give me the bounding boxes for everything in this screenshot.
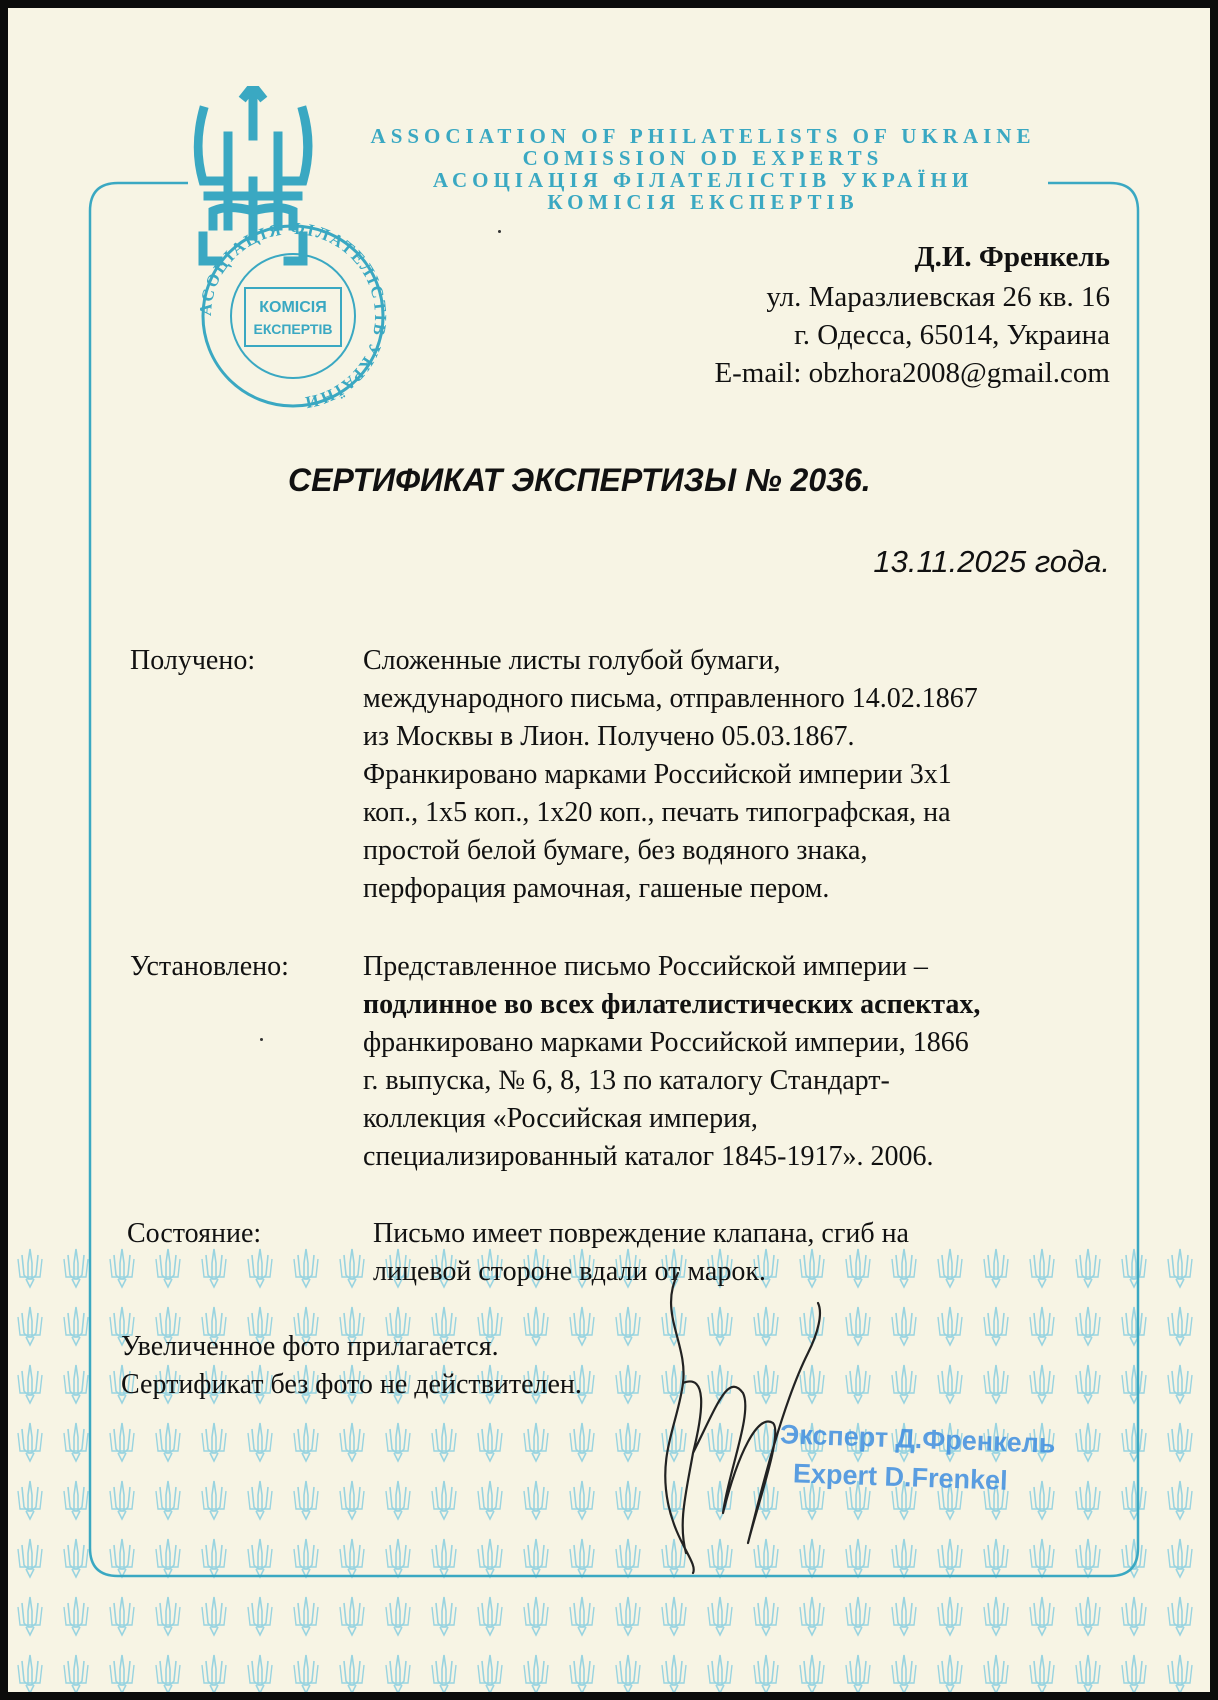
- established-line: франкировано марками Российской империи, 1866: [363, 1027, 969, 1058]
- expert-street: ул. Маразлиевская 26 кв. 16: [766, 281, 1110, 313]
- received-line: простой белой бумаге, без водяного знака,: [363, 835, 868, 866]
- received-label: Получено:: [130, 645, 256, 676]
- certificate-title: СЕРТИФИКАТ ЭКСПЕРТИЗЫ № 2036.: [288, 462, 871, 498]
- expert-stamp-line1: Эксперт Д.Френкель: [779, 1419, 1056, 1459]
- expert-email: E-mail: obzhora2008@gmail.com: [714, 357, 1110, 389]
- received-line: Франкировано марками Российской империи 3х1: [363, 759, 952, 790]
- photo-note: Увеличенное фото прилагается.: [121, 1331, 499, 1362]
- expert-stamp-line2: Expert D.Frenkel: [792, 1458, 1009, 1496]
- established-line: г. выпуска, № 6, 8, 13 по каталогу Стандарт-: [363, 1065, 890, 1096]
- established-line: коллекция «Российская империя,: [363, 1103, 758, 1134]
- emblem-ring-text: АСОЦІАЦІЯ ФІЛАТЕЛІСТІВ УКРАЇНИ: [195, 218, 391, 413]
- handwritten-signature: [648, 1253, 838, 1583]
- header-line-2: COMISSION OD EXPERTS: [522, 146, 884, 170]
- received-line: из Москвы в Лион. Получено 05.03.1867.: [363, 721, 855, 752]
- header-line-1: ASSOCIATION OF PHILATELISTS OF UKRAINE: [370, 124, 1036, 148]
- condition-line: Письмо имеет повреждение клапана, сгиб на: [373, 1218, 909, 1249]
- certificate-date: 13.11.2025 года.: [873, 544, 1110, 579]
- certificate-sheet: [8, 8, 1210, 1692]
- speck: [260, 1038, 263, 1041]
- header-line-3: АСОЦІАЦІЯ ФІЛАТЕЛІСТІВ УКРАЇНИ: [432, 168, 974, 192]
- established-text: [363, 948, 1123, 1176]
- condition-label: Состояние:: [127, 1218, 262, 1249]
- emblem-inner-line1: КОМІСІЯ: [259, 299, 327, 316]
- expert-name: Д.И. Френкель: [914, 241, 1110, 273]
- received-line: перфорация рамочная, гашеные пером.: [363, 873, 830, 904]
- speck: [498, 230, 501, 233]
- header-line-4: КОМІСІЯ ЕКСПЕРТІВ: [547, 190, 859, 214]
- established-line: Представленное письмо Российской империи –: [363, 951, 928, 982]
- received-line: международного письма, отправленного 14.02.1867: [363, 683, 978, 714]
- expert-city: г. Одесса, 65014, Украина: [794, 319, 1110, 351]
- established-line: специализированный каталог 1845-1917». 2006.: [363, 1141, 934, 1172]
- validity-note: Сертификат без фото не действителен.: [121, 1369, 582, 1400]
- established-conclusion: подлинное во всех филателистических аспектах,: [363, 989, 981, 1020]
- established-label: Установлено:: [130, 951, 289, 982]
- emblem-inner-line2: ЕКСПЕРТІВ: [253, 321, 333, 337]
- received-line: Сложенные листы голубой бумаги,: [363, 645, 781, 676]
- received-line: коп., 1х5 коп., 1х20 коп., печать типографская, на: [363, 797, 951, 828]
- received-text: [363, 642, 1123, 908]
- condition-line: лицевой стороне вдали от марок.: [373, 1256, 766, 1287]
